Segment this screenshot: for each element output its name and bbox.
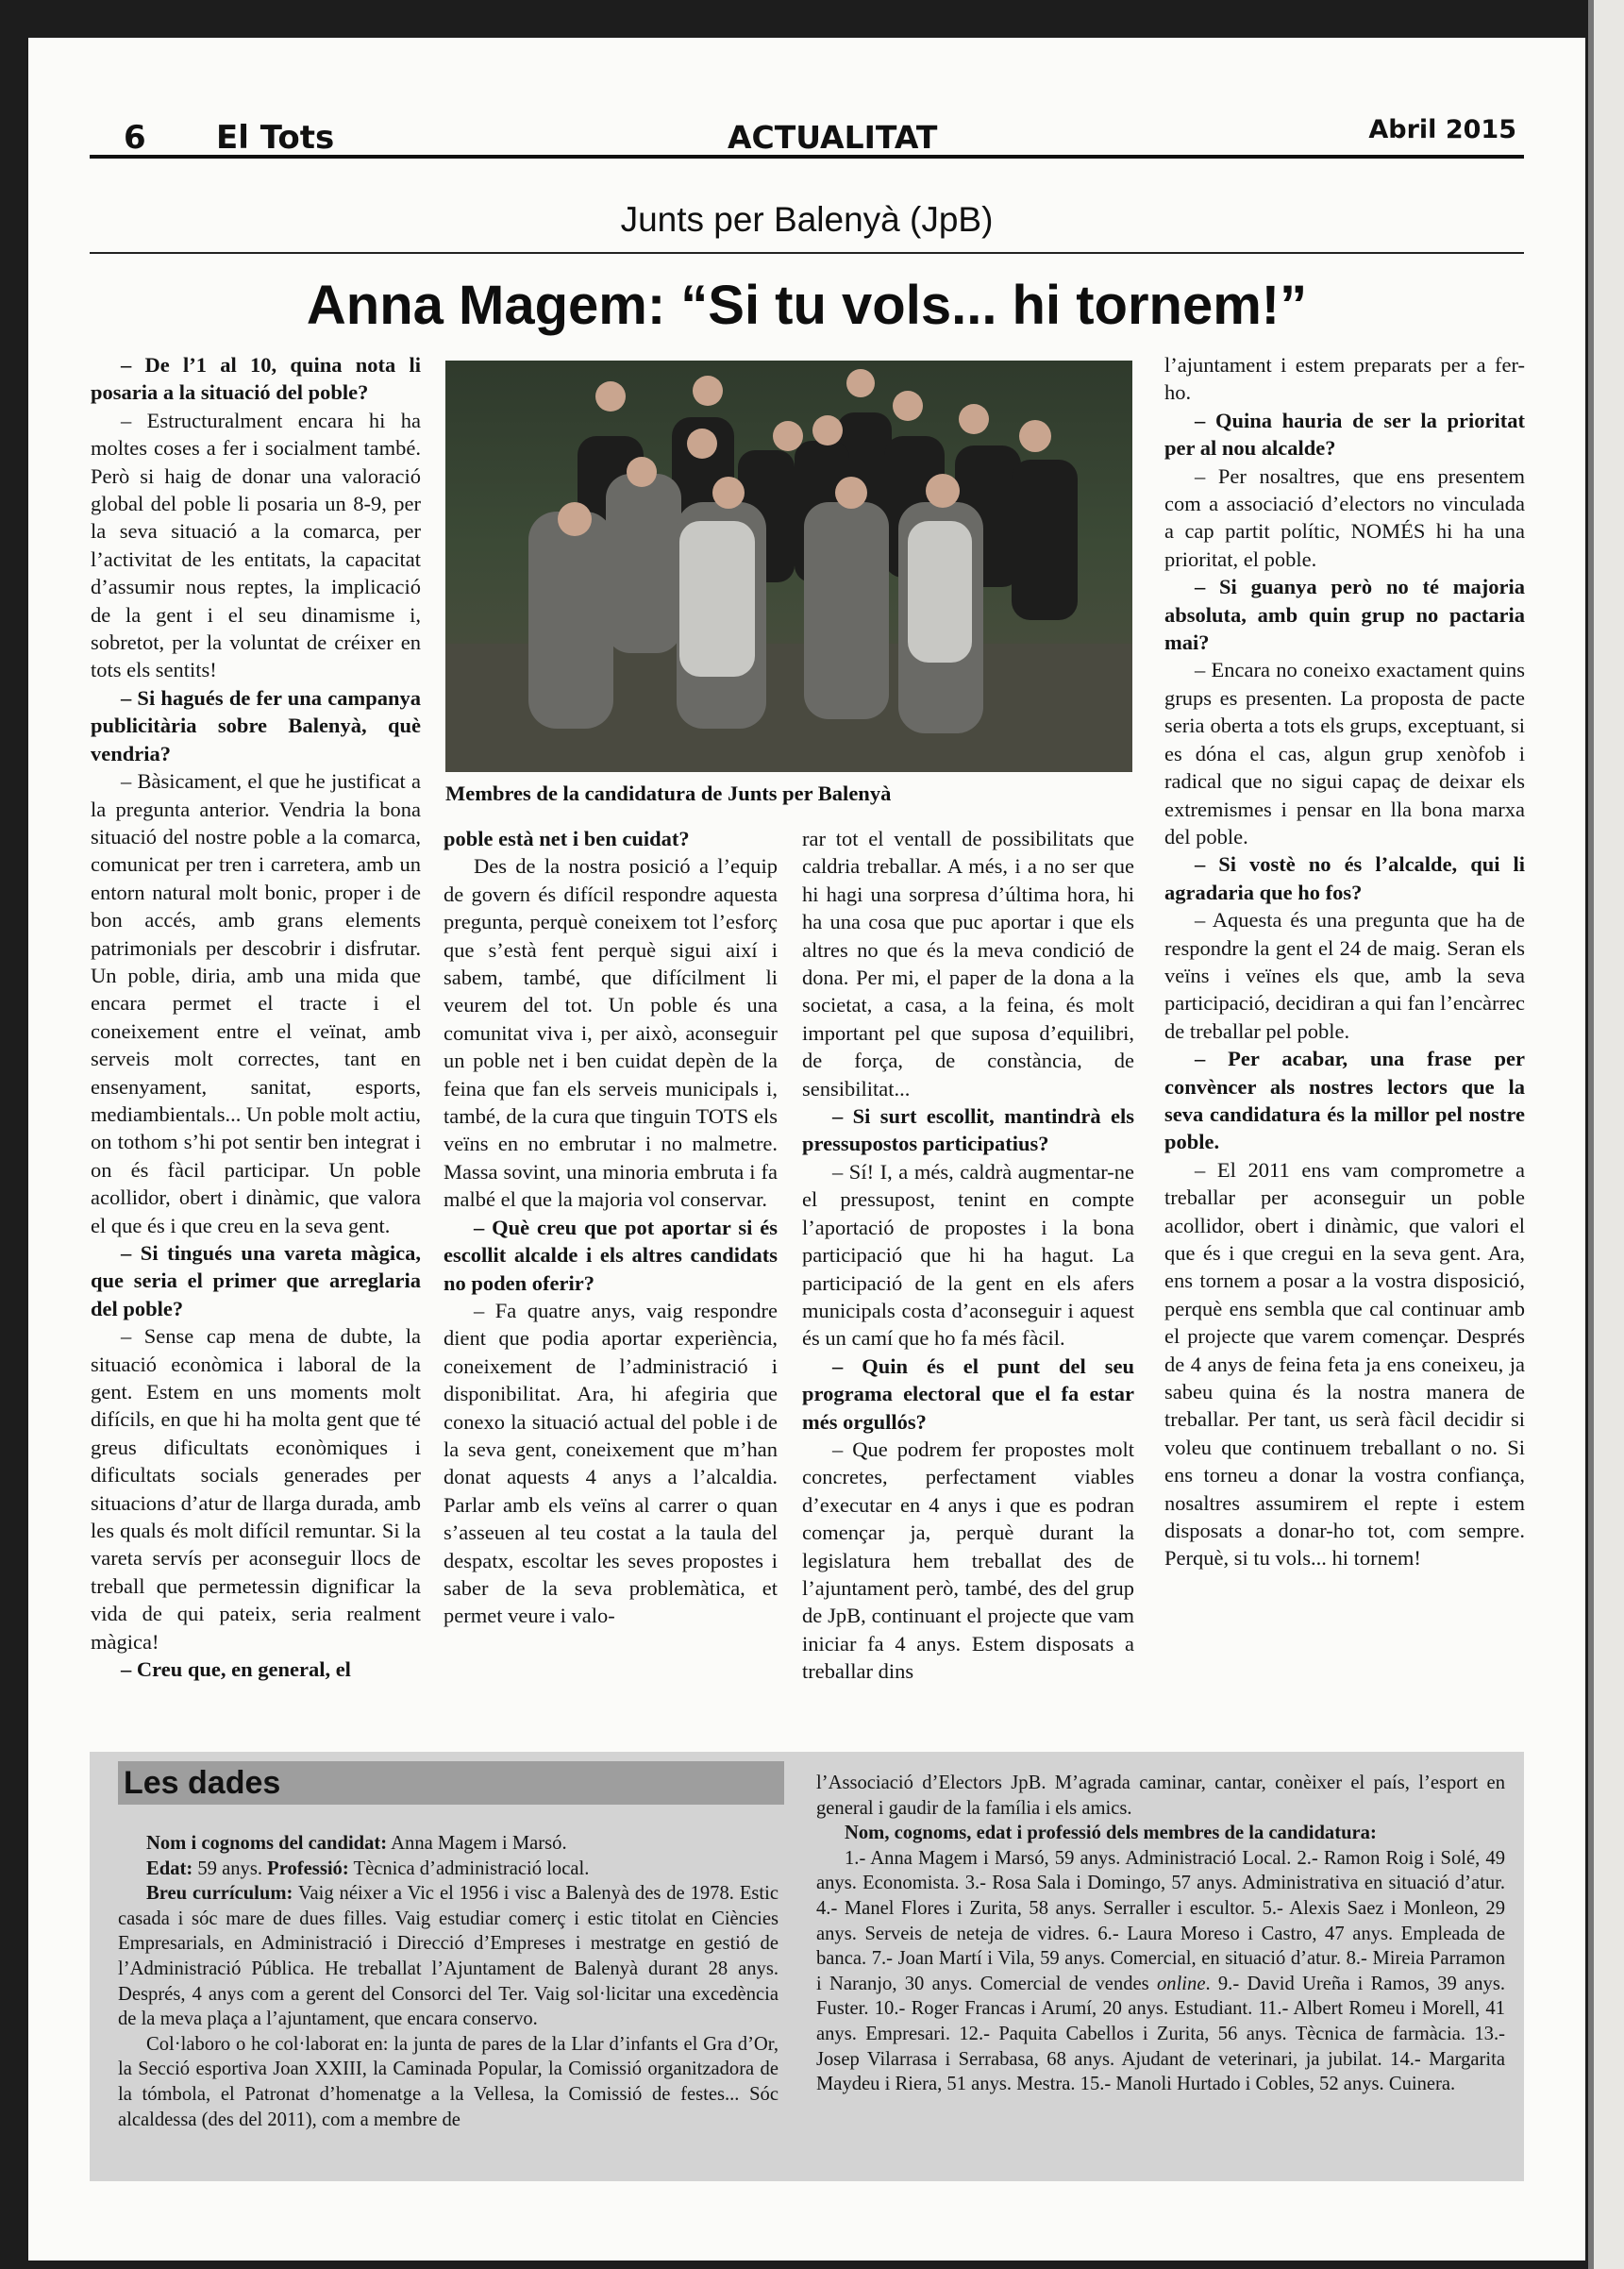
section-name: ACTUALITAT [728, 119, 938, 156]
page-header [90, 83, 1524, 159]
candidate-collaborations-continued: l’Associació d’Electors JpB. M’agrada caminar, cantar, conèixer el país, l’esport en general i gaudir de la família i els amics. [816, 1773, 1505, 1819]
page-number: 6 [124, 119, 146, 157]
interview-answer: – Que podrem fer propostes molt concretes, perfectament viables d’executar en 4 anys i que es podran començar ja, perquè durant la legislatura hem treballat des de l’ajuntament però, també, des del grup de JpB, continuant el projecte que vam iniciar fa 4 anys. Estem disposats a treballar dins [802, 1437, 1134, 1684]
interview-answer: – El 2011 ens vam comprometre a treballar per aconseguir un poble acollidor, obert i dinàmic, que valori el que és i que cregui en la seva gent. Ara, ens tornem a posar a la vostra disposició, perquè ens sembla que cal continuar amb el projecte que varem començar. Després de 4 anys de feina feta ja ens coneixeu, ja sabeu quina és la nostra manera de treballar. Per tant, us serà fàcil decidir si voleu que continuem treballant o no. Si ens torneu a donar la vostra confiança, nosaltres assumirem el repte i estem disposats a donar-ho tot, com sempre. Perquè, si tu vols... hi tornem! [1164, 1157, 1525, 1571]
data-box-column-2 [816, 1771, 1505, 2178]
interview-question: – Quina hauria de ser la prioritat per al nou alcalde? [1164, 408, 1525, 461]
interview-question: – Què creu que pot aportar si és escollit alcalde i els altres candidats no poden oferir? [444, 1215, 778, 1295]
interview-answer: – Estructuralment encara hi ha moltes coses a fer i socialment també. Però si haig de donar una valoració global del poble li posaria un 8-9, per la seva situació a la comarca, per l’activitat de les entitats, la capacitat d’assumir nous reptes, la implicació de la gent i el seu dinamisme i, sobretot, per la voluntat de créixer en tots els sentits! [91, 408, 421, 682]
facing-page-edge [1588, 0, 1624, 2269]
interview-answer: – Aquesta és una pregunta que ha de respondre la gent el 24 de maig. Seran els veïns i veïnes els que, amb la seva participació, decidiran a qui fan l’encàrrec de treballar pel poble. [1164, 908, 1525, 1043]
interview-answer: l’ajuntament i estem preparats per a fer-ho. [1164, 353, 1525, 405]
interview-question: – Creu que, en general, el [121, 1657, 351, 1682]
members-heading: Nom, cognoms, edat i professió dels membres de la candidatura: [845, 1823, 1377, 1844]
photo-caption: Membres de la candidatura de Junts per Balenyà [445, 782, 892, 805]
issue-date: Abril 2015 [1368, 115, 1516, 144]
group-photo-image [445, 361, 1132, 772]
candidate-age-job-line: Edat: 59 anys. Professió: Tècnica d’administració local. [146, 1857, 590, 1879]
interview-answer: – Sí! I, a més, caldrà augmentar-ne el pressupost, tenint en compte l’aportació de propostes i la bona participació que hi ha hagut. La participació de la gent en els afers municipals costa d’aconseguir i aquest és un camí que ho fa més fàcil. [802, 1159, 1134, 1351]
interview-question: – Si guanya però no té majoria absoluta, amb quin grup no pactaria mai? [1164, 575, 1525, 655]
interview-answer: – Encara no coneixo exactament quins grups es presenten. La proposta de pacte seria oberta a tots els grups, exceptuant, si es dóna el cas, algun grup xenòfob i radical que no sigui capaç de deixar els extremismes i pensar en lla bona marxa del poble. [1164, 658, 1525, 849]
interview-question: – De l’1 al 10, quina nota li posaria a la situació del poble? [91, 353, 421, 405]
interview-answer: rar tot el ventall de possibilitats que caldria treballar. A més, i a no ser que hi hagi una sorpresa d’última hora, hi ha una cosa que puc aportar i que els altres no que és la meva condició de dona. Per mi, el paper de la dona a la societat, a casa, a la feina, és molt important pel que suposa d’equilibri, de força, de constància, de sensibilitat... [802, 827, 1134, 1101]
interview-answer: Des de la nostra posició a l’equip de govern és difícil respondre aquesta pregunta, perquè coneixem tot l’esforç que s’està fent perquè sigui així i sabem, també, que difícilment li veurem del tot. Un poble és una comunitat viva i, per això, aconseguir un poble net i ben cuidat depèn de la feina que fan els serveis municipals i, també, de la cura que tinguin TOTS els veïns en no embrutar i no malmetre. Massa sovint, una minoria embruta i fa malbé el que la majoria vol conservar. [444, 854, 778, 1212]
article-column-3 [802, 825, 1134, 1729]
interview-question: – Quin és el punt del seu programa electoral que el fa estar més orgullós? [802, 1353, 1134, 1434]
candidate-name-line: Nom i cognoms del candidat: Anna Magem i Marsó. [146, 1833, 567, 1854]
article-column-4 [1164, 351, 1525, 1729]
interview-question: – Si surt escollit, mantindrà els pressupostos participatius? [802, 1104, 1134, 1156]
candidate-data-box [90, 1752, 1524, 2181]
article-column-2 [444, 825, 778, 1729]
interview-question: – Per acabar, una frase per convèncer als nostres lectors que la seva candidatura és la millor pel nostre poble. [1164, 1047, 1525, 1154]
candidate-collaborations: Col·laboro o he col·laborat en: la junta de pares de la Llar d’infants el Gra d’Or, la Secció esportiva Joan XXIII, la Caminada Popular, la Comissió organitzadora de la tómbola, el Patronat d’homenatge a la Vellesa, la Comissió de festes... Sóc alcaldessa (des del 2011), com a membre de [118, 2033, 779, 2130]
interview-question: – Si vostè no és l’alcalde, qui li agradaria que ho fos? [1164, 852, 1525, 904]
interview-question: poble està net i ben cuidat? [444, 827, 690, 850]
interview-answer: – Per nosaltres, que ens presentem com a associació d’electors no vinculada a cap partit polític, NOMÉS hi ha una prioritat, el poble. [1164, 463, 1525, 571]
headline: Anna Magem: “Si tu vols... hi tornem!” [306, 275, 1308, 336]
data-box-column-1 [118, 1831, 779, 2178]
publication-name: El Tots [216, 119, 335, 157]
article-column-1 [91, 351, 421, 1729]
data-box-title: Les dades [118, 1761, 784, 1805]
members-list: 1.- Anna Magem i Marsó, 59 anys. Administració Local. 2.- Ramon Roig i Solé, 49 anys. Economista. 3.- Rosa Sala i Domingo, 57 anys. Administrativa en situació d’atur. 4.- Manel Flores i Zurita, 58 anys. Serraller i escultor. 5.- Alexis Saez i Monleon, 29 anys. Serveis de neteja de vidres. 6.- Laura Moreso i Castro, 47 anys. Empleada de banca. 7.- Joan Martí i Vila, 59 anys. Comercial, en situació d’atur. 8.- Mireia Parramon i Naranjo, 30 anys. Comercial de vendes online. 9.- David Ureña i Ramos, 39 anys. Fuster. 10.- Roger Francas i Arumí, 20 anys. Estudiant. 11.- Albert Romeu i Morell, 41 anys. Empresari. 12.- Paquita Cabellos i Zurita, 56 anys. Tècnica de farmàcia. 13.- Josep Vilarrasa i Serrabasa, 68 anys. Ajudant de veterinari, ja jubilat. 14.- Margarita Maydeu i Riera, 51 anys. Mestra. 15.- Manoli Hurtado i Cobles, 52 anys. Cuinera. [816, 1847, 1505, 2095]
candidate-cv: Breu currículum: Vaig néixer a Vic el 1956 i visc a Balenyà des de 1978. Estic casada i sóc mare de dues filles. Vaig estudiar comerç i estic titolat en Ciències Empresarials, en Administració i Direcció d’Empreses i mestratge en gestió de l’Administració Pública. He treballat l’Ajuntament de Balenyà durant 28 anys. Després, 4 anys com a gerent del Consorci del Ter. Vaig sol·licitar una excedència de la meva plaça a l’ajuntament, que encara conservo. [118, 1883, 779, 2030]
interview-question: – Si hagués de fer una campanya publicitària sobre Balenyà, què vendria? [91, 685, 421, 765]
party-title-bar [90, 162, 1524, 254]
interview-answer: – Fa quatre anys, vaig respondre dient que podia aportar experiència, coneixement de l’administració i disponibilitat. Ara, hi afegiria que conexo la situació actual del poble i de la seva gent, coneixement que m’han donat aquests 4 anys a l’alcaldia. Parlar amb els veïns al carrer o quan s’asseuen al teu costat a la taula del despatx, escoltar les seves propostes i saber de la seva problemàtica, et permet veure i valo- [444, 1298, 778, 1628]
interview-question: – Si tingués una vareta màgica, que seria el primer que arreglaria del poble? [91, 1241, 421, 1320]
group-photo [445, 361, 1132, 772]
party-title: Junts per Balenyà (JpB) [620, 200, 994, 239]
interview-answer: – Bàsicament, el que he justificat a la pregunta anterior. Vendria la bona situació del nostre poble a la comarca, comunicat per tren i carretera, amb un entorn natural molt bonic, proper i de bon accés, amb grans elements patrimonials per descobrir i disfrutar. Un poble, diria, amb una mida que encara permet el tracte i el coneixement entre el veïnat, amb serveis molt correctes, tant en ensenyament, sanitat, esports, mediambientals... Un poble molt actiu, on tothom s’hi pot sentir ben integrat i on és fàcil participar. Un poble acollidor, obert i dinàmic, que valora el que és i que creu en la seva gent. [91, 769, 421, 1237]
interview-answer: – Sense cap mena de dubte, la situació econòmica i laboral de la gent. Estem en uns moments molt difícils, en que hi ha molta gent que té greus dificultats econòmiques i dificultats socials generades per situacions d’atur de llarga durada, amb les quals és molt difícil remuntar. Si la vareta servís per aconseguir llocs de treball que permetessin dignificar la vida de qui pateix, seria realment màgica! [91, 1324, 421, 1654]
